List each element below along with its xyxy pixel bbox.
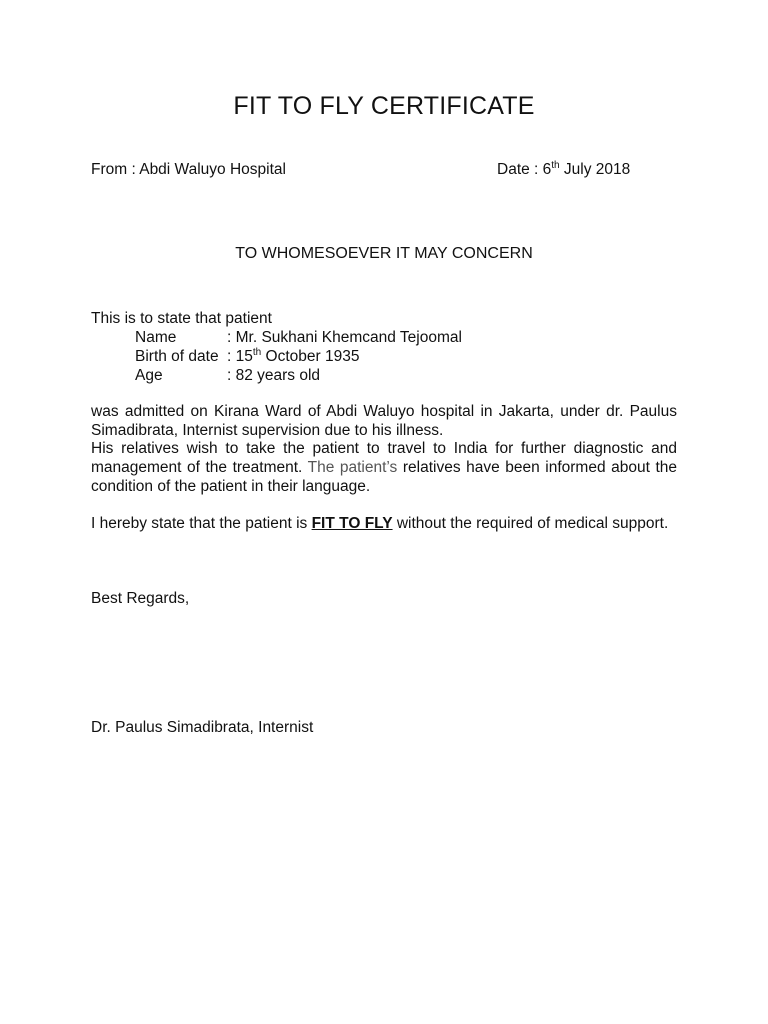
date-line bbox=[497, 160, 630, 179]
travel-line-2 bbox=[91, 458, 677, 477]
patient-name-row bbox=[135, 328, 462, 347]
salutation: TO WHOMESOEVER IT MAY CONCERN bbox=[235, 245, 533, 262]
date-suffix: July 2018 bbox=[559, 161, 631, 178]
admission-line-1: was admitted on Kirana Ward of Abdi Waluyo hospital in Jakarta, under dr. Paulus bbox=[91, 403, 677, 420]
statement-before: I hereby state that the patient is bbox=[91, 515, 312, 532]
admission-line-2: Simadibrata, Internist supervision due to his illness. bbox=[91, 422, 444, 439]
patient-birth-row bbox=[135, 347, 359, 366]
patient-name-value: : Mr. Sukhani Khemcand Tejoomal bbox=[227, 329, 462, 346]
patient-name-label: Name bbox=[135, 329, 177, 346]
admission-paragraph bbox=[91, 402, 677, 440]
patient-age-value: : 82 years old bbox=[227, 367, 321, 384]
patient-age-row bbox=[135, 366, 320, 385]
patient-birth-prefix: : 15 bbox=[227, 348, 253, 365]
intro-line: This is to state that patient bbox=[91, 310, 272, 327]
travel-line-1: His relatives wish to take the patient to travel to India for further diagnostic and bbox=[91, 440, 677, 457]
date-prefix: Date : 6 bbox=[497, 161, 552, 178]
document-title: FIT TO FLY CERTIFICATE bbox=[233, 92, 535, 120]
fitness-statement bbox=[91, 514, 668, 533]
date-ordinal: th bbox=[551, 159, 560, 171]
travel-line-3: condition of the patient in their language. bbox=[91, 478, 371, 495]
signer-line: Dr. Paulus Simadibrata, Internist bbox=[91, 719, 314, 736]
travel-line-2a: management of the treatment. bbox=[91, 459, 308, 476]
patient-birth-suffix: October 1935 bbox=[261, 348, 360, 365]
statement-after: without the required of medical support. bbox=[392, 515, 669, 532]
fit-to-fly-emphasis: FIT TO FLY bbox=[311, 515, 393, 532]
travel-paragraph bbox=[91, 439, 677, 496]
travel-line-2b: The patient’s bbox=[307, 459, 398, 476]
from-line: From : Abdi Waluyo Hospital bbox=[91, 161, 286, 178]
closing-line: Best Regards, bbox=[91, 590, 190, 607]
patient-birth-label: Birth of date bbox=[135, 348, 219, 365]
patient-age-label: Age bbox=[135, 367, 163, 384]
patient-birth-ordinal: th bbox=[252, 346, 262, 358]
travel-line-2c: relatives have been informed about the bbox=[397, 459, 677, 476]
